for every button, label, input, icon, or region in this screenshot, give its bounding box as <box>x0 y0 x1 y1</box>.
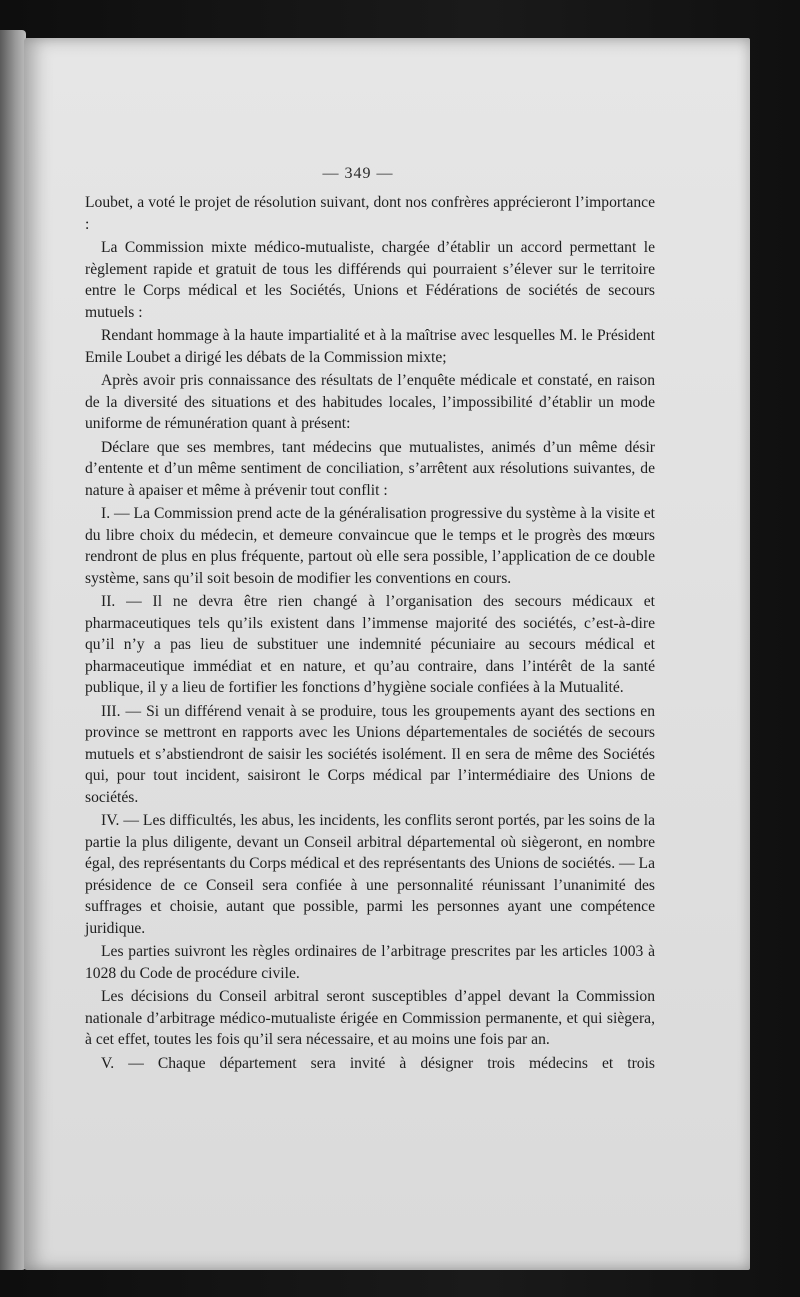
paragraph-appel: Les décisions du Conseil arbitral seront susceptibles d’appel devant la Commission nationale d’arbitrage médico-mutualiste érigée en Commission permanente, et qui siègera, à cet effet, toutes les fois qu’il sera nécessaire, et au moins une fois par an. <box>85 988 655 1048</box>
body-text <box>85 192 655 1076</box>
paragraph-resolution-5: V. — Chaque département sera invité à désigner trois médecins et trois <box>101 1054 655 1072</box>
paragraph-resolution-3: III. — Si un différend venait à se produire, tous les groupements ayant des sections en province se mettront en rapports avec les Unions départementales de sociétés de secours mutuels et s’abstiendront de saisir les sociétés isolément. Il en sera de même des Sociétés qui, pour tout incident, saisiront le Corps médical par l’intermédiaire des Unions de sociétés. <box>85 702 655 806</box>
page-number: — 349 — <box>322 165 394 182</box>
paragraph-intro: Loubet, a voté le projet de résolution suivant, dont nos confrères apprécieront l’importance : <box>85 194 655 233</box>
paragraph-resolution-4: IV. — Les difficultés, les abus, les incidents, les conflits seront portés, par les soins de la partie la plus diligente, devant un Conseil arbitral départemental où siègeront, en nombre égal, des représentants du Corps médical et des représentants des Unions de sociétés. — La présidence de ce Conseil sera confiée à une personnalité réunissant l’unanimité des suffrages et choisie, autant que possible, parmi les personnes ayant une compétence juridique. <box>85 812 655 937</box>
paragraph-declare: Déclare que ses membres, tant médecins que mutualistes, animés d’un même désir d’entente et d’un même sentiment de conciliation, s’arrêtent aux résolutions suivantes, de nature à apaiser et même à prévenir tout conflit : <box>85 438 655 499</box>
previous-page-edge <box>0 30 26 1270</box>
paragraph-enquete: Après avoir pris connaissance des résultats de l’enquête médicale et constaté, en raison de la diversité des situations et des habitudes locales, l’impossibilité d’établir un mode uniforme de rémunération quant à présent: <box>85 372 655 432</box>
paragraph-hommage: Rendant hommage à la haute impartialité et à la maîtrise avec lesquelles M. le Président Emile Loubet a dirigé les débats de la Commission mixte; <box>85 327 655 366</box>
document-page <box>24 38 750 1270</box>
paragraph-resolution-2: II. — Il ne devra être rien changé à l’organisation des secours médicaux et pharmaceutiques tels qu’ils existent dans l’immense majorité des sociétés, c’est-à-dire qu’il n’y a pas lieu de substituer une indemnité pécuniaire au secours médical et pharmaceutique immédiat et en nature, et qu’au contraire, dans l’intérêt de la santé publique, il y a lieu de fortifier les fonctions d’hygiène sociale confiées à la Mutualité. <box>85 593 655 696</box>
paragraph-commission: La Commission mixte médico-mutualiste, chargée d’établir un accord permettant le règlement rapide et gratuit de tous les différends qui pourraient s’élever sur le territoire entre le Corps médical et les Sociétés, Unions et Fédérations de sociétés de secours mutuels : <box>85 239 655 321</box>
paragraph-resolution-1: I. — La Commission prend acte de la généralisation progressive du système à la visite et du libre choix du médecin, et demeure convaincue que le temps et le progrès des mœurs rendront de plus en plus fréquente, partout où elle sera possible, l’application de ce double système, sans qu’il soit besoin de modifier les conventions en cours. <box>85 505 655 587</box>
paragraph-arbitrage: Les parties suivront les règles ordinaires de l’arbitrage prescrites par les articles 1003 à 1028 du Code de procédure civile. <box>85 943 655 982</box>
